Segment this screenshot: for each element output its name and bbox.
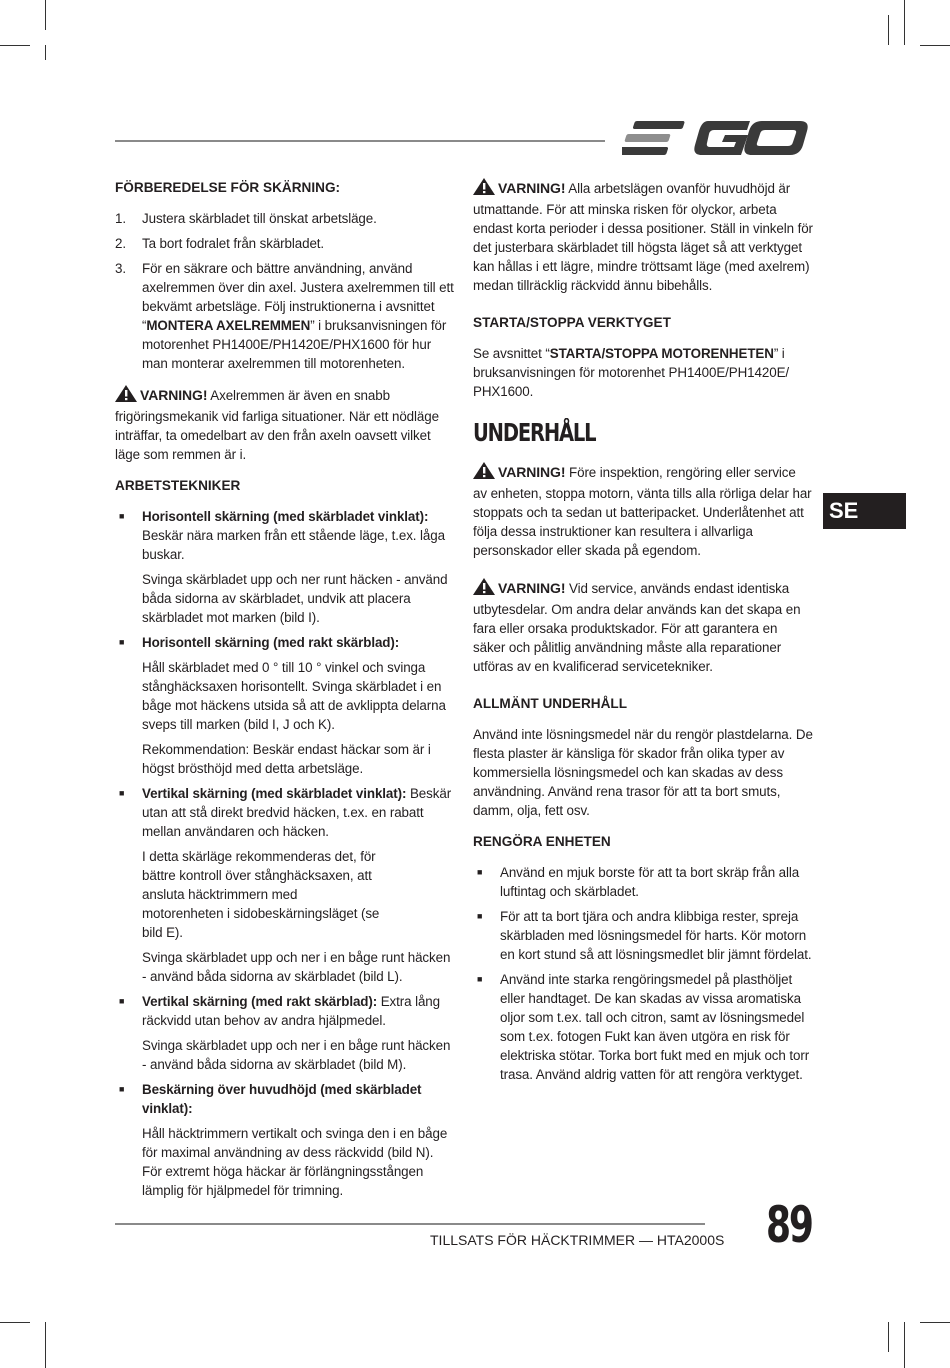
- step-number: 2.: [115, 236, 126, 251]
- warning-icon: [115, 385, 137, 407]
- step-text-bold: MONTERA AXELREMMEN: [146, 318, 311, 333]
- step-text: Ta bort fodralet från skärbladet.: [142, 236, 325, 251]
- crop-mark: [0, 45, 30, 46]
- list-item: [473, 970, 813, 1084]
- warning-block: [115, 385, 455, 464]
- step-text-pre: För en säkrare och bättre användning, använd axelremmen över din axel. Justera axelremmen till ett bekvämt arbetsläge. Följ instruktionerna i avsnittet “: [142, 261, 454, 333]
- list-item: [115, 633, 455, 778]
- prep-steps: [115, 209, 455, 373]
- technique-title: Vertikal skärning (med skärbladet vinklat):: [142, 786, 407, 801]
- warning-label: VARNING!: [140, 387, 208, 403]
- list-item: [115, 234, 455, 253]
- warning-text: Vid service, används endast identiska utbytesdelar. Om andra delar används kan det skapa en fara eller orsaka produktskador. För att garantera en säker och pålitlig användning måste alla reparationer utföras av en kvalificerad servicetekniker.: [473, 581, 801, 674]
- crop-mark: [888, 15, 889, 45]
- header-rule: [115, 140, 605, 142]
- left-column: [115, 178, 455, 1206]
- technique-title: Horisontell skärning (med rakt skärblad):: [142, 635, 400, 650]
- list-item: [115, 784, 455, 986]
- technique-paragraph: Håll häcktrimmern vertikalt och svinga den i en båge för maximal användning av dess räckvidd (bild N). För extremt höga häckar är förlängningsstången lämplig för hjälpmedel för trimning.: [142, 1126, 448, 1198]
- techniques-heading: ARBETSTEKNIKER: [115, 478, 241, 493]
- crop-mark: [45, 0, 46, 30]
- warning-block: [473, 178, 813, 295]
- technique-lead: Beskär utan att stå direkt bredvid häcken, t.ex. en rabatt mellan användaren och häcken.: [142, 786, 452, 839]
- technique-paragraph: I detta skärläge rekommenderas det, för bättre kontroll över stånghäcksaxen, att ansluta häcktrimmern med motorenheten i sidobeskärningsläget (se bild E).: [142, 849, 380, 940]
- technique-title: Vertikal skärning (med rakt skärblad):: [142, 994, 378, 1009]
- clean-list: [473, 863, 813, 1084]
- technique-title: Horisontell skärning (med skärbladet vinklat):: [142, 509, 429, 524]
- footer-title: TILLSATS FÖR HÄCKTRIMMER — HTA2000S: [430, 1232, 725, 1248]
- crop-mark: [904, 1322, 905, 1368]
- crop-mark: [904, 0, 905, 45]
- warning-label: VARNING!: [498, 580, 566, 596]
- startstop-heading: STARTA/STOPPA VERKTYGET: [473, 315, 671, 330]
- list-item: [473, 863, 813, 901]
- ego-logo: [622, 118, 812, 167]
- list-item: [115, 1080, 455, 1200]
- techniques-list: [115, 507, 455, 1200]
- warning-text: Alla arbetslägen ovanför huvudhöjd är utmattande. För att minska risken för olyckor, arbeta endast korta perioder i dessa positioner. Ställ in vinkeln för det justerbara skärbladet till högsta läget så att verktyget kan hållas i ett lägre, mindre tröttsamt läge (med axelrem) medan tillräcklig räckvidd ännu bibehålls.: [473, 181, 813, 293]
- warning-icon: [473, 578, 495, 600]
- step-text: [142, 259, 455, 373]
- prep-heading: FÖRBEREDELSE FÖR SKÄRNING:: [115, 180, 341, 195]
- list-item-text: Använd inte starka rengöringsmedel på plasthöljet eller handtaget. De kan skadas av vissa aromatiska oljor som t.ex. tall och citron, samt av lösningsmedel som t.ex. fotogen Fukt kan även utgöra en risk för elektriska stötar. Torka bort fukt med en mjuk och torr trasa. Använd aldrig vatten för att rengöra verktyget.: [500, 972, 810, 1082]
- crop-mark: [45, 45, 46, 60]
- bullet-icon: ■: [119, 511, 125, 521]
- step-number: 1.: [115, 211, 126, 226]
- list-item: [115, 209, 455, 228]
- step-text: Justera skärbladet till önskat arbetsläge.: [142, 211, 377, 226]
- technique-paragraph: Rekommendation: Beskär endast häckar som är i högst brösthöjd med detta arbetsläge.: [142, 742, 431, 776]
- warning-block: [473, 578, 813, 676]
- list-item-text: För att ta bort tjära och andra klibbiga rester, spreja skärbladen med lösningsmedel för harts. Kör motorn en kort stund så att lösningsmedlet blir jämnt fördelat.: [500, 909, 812, 962]
- crop-mark: [0, 1322, 30, 1323]
- warning-icon: [473, 178, 495, 200]
- bullet-icon: ■: [477, 867, 483, 877]
- footer-rule: [115, 1223, 705, 1225]
- language-tab: SE: [823, 493, 906, 529]
- technique-lead: Beskär nära marken från ett stående läge, t.ex. låga buskar.: [142, 528, 445, 562]
- bullet-icon: ■: [477, 911, 483, 921]
- bullet-icon: ■: [119, 996, 125, 1006]
- list-item: [115, 992, 455, 1074]
- technique-lead: Extra lång räckvidd utan behov av andra hjälpmedel.: [142, 994, 441, 1028]
- warning-text: Före inspektion, rengöring eller service av enheten, stoppa motorn, vänta tills alla rörliga delar har stoppats och ta sedan ut batteripacket. Underlåtenhet att följa dessa instruktioner kan resultera i allvarliga personskador eller skada på egendom.: [473, 465, 812, 558]
- crop-mark: [920, 45, 950, 46]
- list-item-text: Använd en mjuk borste för att ta bort skräp från alla luftintag och skärbladet.: [500, 865, 800, 899]
- general-text: Använd inte lösningsmedel när du rengör plastdelarna. De flesta plaster är känsliga för skador från olika typer av kommersiella lösningsmedel och kan skadas av dess användning. Använd rena trasor för att ta bort smuts, damm, olja, fett osv.: [473, 727, 813, 818]
- technique-paragraph: Håll skärbladet med 0 ° till 10 ° vinkel och svinga stånghäcksaxen horisontellt. Svinga skärbladet i en båge mot häckens utsida så att de avklippta delarna sveps till marken (bild I, J och K).: [142, 660, 446, 732]
- startstop-post: ” i bruksanvisningen för motorenhet PH1400E/PH1420E/ PHX1600.: [473, 346, 790, 399]
- startstop-text: [473, 344, 813, 401]
- startstop-bold: STARTA/STOPPA MOTORENHETEN: [549, 346, 774, 361]
- technique-paragraph: Svinga skärbladet upp och ner i en båge runt häcken - använd båda sidorna av skärbladet (bild M).: [142, 1038, 451, 1072]
- bullet-icon: ■: [477, 974, 483, 984]
- warning-block: [473, 462, 813, 560]
- warning-label: VARNING!: [498, 464, 566, 480]
- warning-text: Axelremmen är även en snabb frigöringsmekanik vid farliga situationer. När ett nödläge inträffar, ta omedelbart av den från axeln oavsett vilket läge som remmen är i.: [115, 388, 439, 462]
- clean-heading: RENGÖRA ENHETEN: [473, 834, 611, 849]
- warning-label: VARNING!: [498, 180, 566, 196]
- warning-icon: [473, 462, 495, 484]
- list-item: [115, 259, 455, 373]
- technique-paragraph: Svinga skärbladet upp och ner i en båge runt häcken - använd båda sidorna av skärbladet (bild L).: [142, 950, 451, 984]
- bullet-icon: ■: [119, 1084, 125, 1094]
- step-number: 3.: [115, 261, 126, 276]
- technique-paragraph: Svinga skärbladet upp och ner runt häcken - använd båda sidorna av skärbladet, undvik att placera skärbladet mot marken (bild I).: [142, 572, 448, 625]
- general-heading: ALLMÄNT UNDERHÅLL: [473, 696, 628, 711]
- crop-mark: [888, 1322, 889, 1352]
- startstop-pre: Se avsnittet “: [473, 346, 550, 361]
- list-item: [115, 507, 455, 627]
- crop-mark: [45, 1322, 46, 1368]
- bullet-icon: ■: [119, 637, 125, 647]
- bullet-icon: ■: [119, 788, 125, 798]
- technique-title: Beskärning över huvudhöjd (med skärbladet vinklat):: [142, 1082, 422, 1116]
- list-item: [473, 907, 813, 964]
- right-column: [473, 178, 813, 1090]
- page-number: 89: [766, 1196, 812, 1254]
- maintenance-heading: UNDERHÅLL: [473, 418, 596, 447]
- crop-mark: [920, 1322, 950, 1323]
- step-text-post: ” i bruksanvisningen för motorenhet PH1400E/PH1420E/PHX1600 för hur man monterar axelremmen till motorenheten.: [142, 318, 447, 371]
